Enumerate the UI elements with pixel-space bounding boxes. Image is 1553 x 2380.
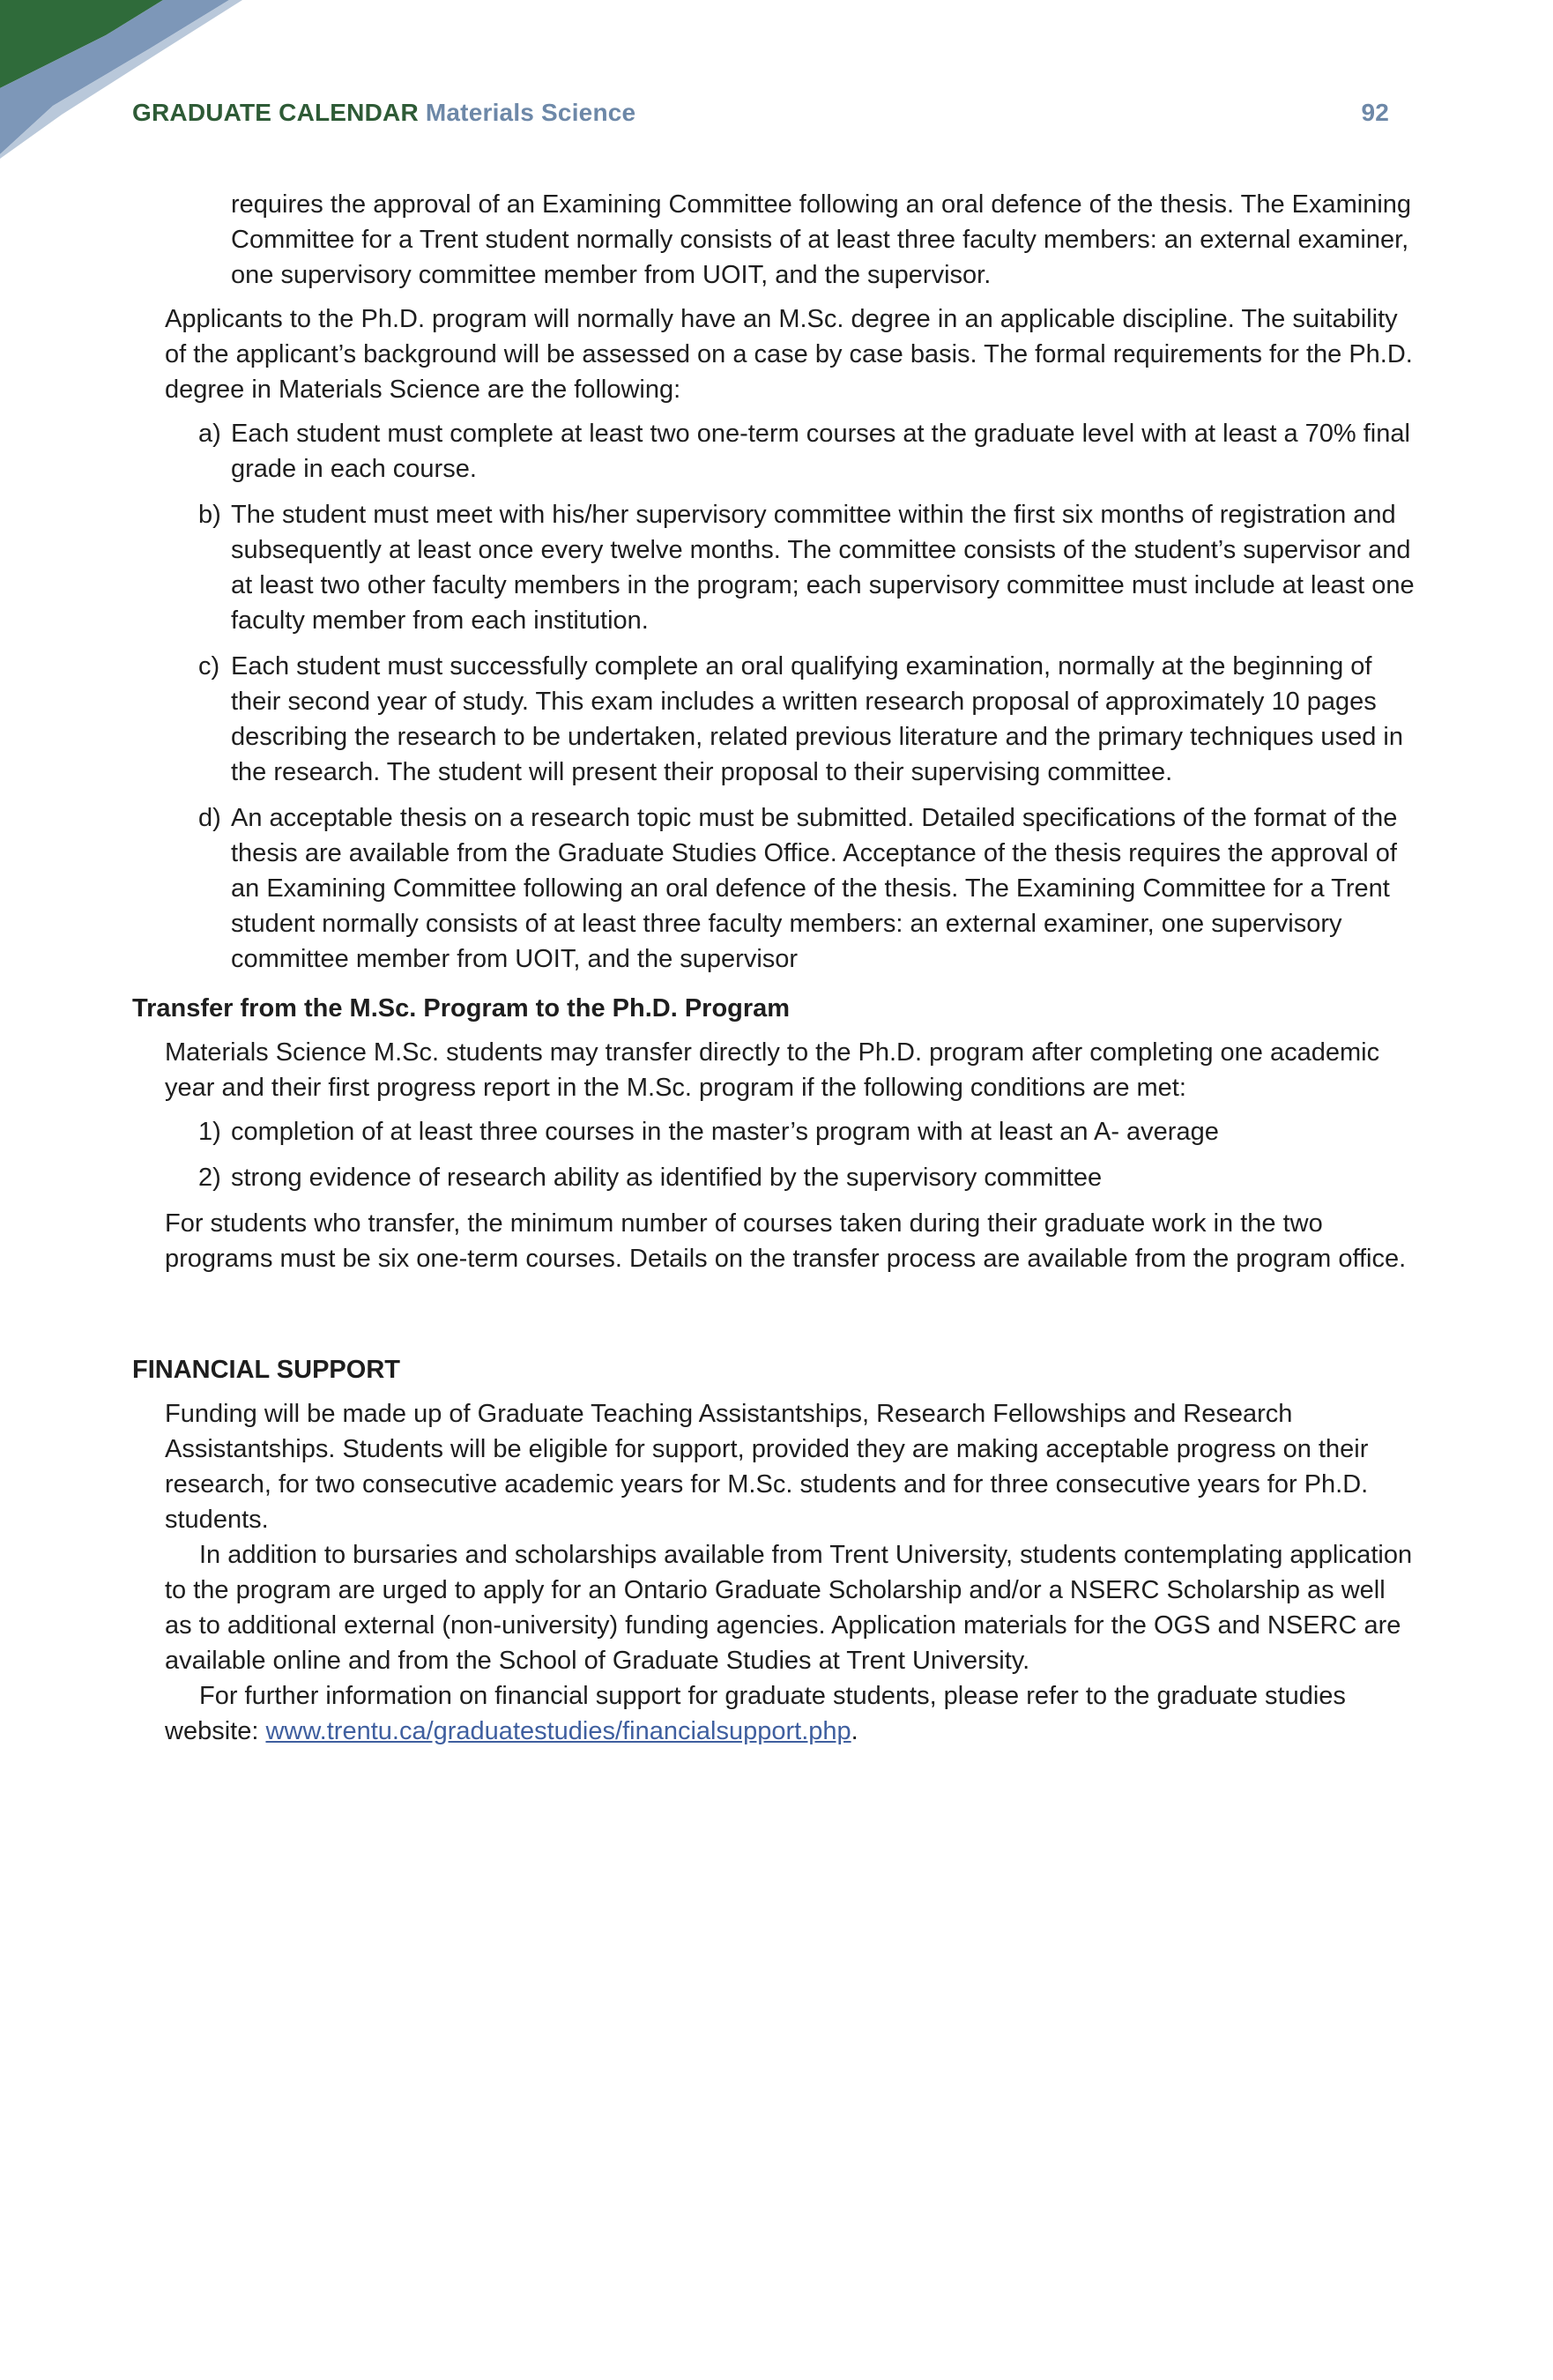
list-item-text: completion of at least three courses in the master’s program with at least an A- average [231,1118,1219,1146]
list-item [132,1160,1419,1195]
list-marker: c) [198,652,220,681]
page-header [132,99,1389,127]
list-item-text: Each student must complete at least two one-term courses at the graduate level with at least a 70% final grade in each course. [231,420,1410,483]
list-item [132,800,1419,977]
list-item-text: An acceptable thesis on a research topic must be submitted. Detailed specifications of the format of the thesis are available from the Graduate Studies Office. Acceptance of the thesis requires the approval of an Examining Committee following an oral defence of the thesis. The Examining Committee for a Trent student normally consists of at least three faculty members: an external examiner, one supervisory committee member from UOIT, and the supervisor [231,804,1398,973]
financial-support-heading: FINANCIAL SUPPORT [132,1356,400,1384]
financial-paragraph-3-suffix: . [851,1717,858,1745]
list-item [132,1114,1419,1149]
corner-decoration [0,0,247,159]
continuation-paragraph: requires the approval of an Examining Committee following an oral defence of the thesis. The Examining Committee for a Trent student normally consists of at least three faculty members: an external examiner, one supervisory committee member from UOIT, and the supervisor. [231,190,1412,289]
list-marker: 1) [198,1118,221,1146]
list-marker: a) [198,420,221,448]
section-spacer [132,1285,1419,1338]
list-marker: 2) [198,1164,221,1192]
financial-support-link[interactable]: www.trentu.ca/graduatestudies/financialsupport.php [265,1717,851,1745]
list-marker: d) [198,804,221,832]
list-item [132,649,1419,790]
financial-paragraph-3 [132,1678,1419,1749]
list-item-text: The student must meet with his/her supervisory committee within the first six months of registration and subsequently at least once every twelve months. The committee consists of the student’s supervisor and at least two other faculty members in the program; each supervisory committee must include at least one faculty member from each institution. [231,501,1415,635]
list-marker: b) [198,501,221,529]
list-item-text: Each student must successfully complete an oral qualifying examination, normally at the beginning of their second year of study. This exam includes a written research proposal of approximately 10 pages describing the research to be undertaken, related previous literature and the primary techniques used in the research. The student will present their proposal to their supervising committee. [231,652,1403,786]
header-subject: Materials Science [425,99,636,126]
financial-paragraph-1: Funding will be made up of Graduate Teaching Assistantships, Research Fellowships and Research Assistantships. Students will be eligible for support, provided they are making acceptable progress on their research, for two consecutive academic years for M.Sc. students and for three consecutive years for Ph.D. students. [165,1400,1369,1534]
list-item [132,497,1419,638]
header-calendar-title: GRADUATE CALENDAR [132,99,419,126]
transfer-closing-paragraph: For students who transfer, the minimum number of courses taken during their graduate work in the two programs must be six one-term courses. Details on the transfer process are available from the program office. [165,1209,1407,1273]
list-item [132,416,1419,487]
phd-intro-paragraph: Applicants to the Ph.D. program will normally have an M.Sc. degree in an applicable discipline. The suitability of the applicant’s background will be assessed on a case by case basis. The formal requirements for the Ph.D. degree in Materials Science are the following: [165,305,1413,404]
list-item-text: strong evidence of research ability as identified by the supervisory committee [231,1164,1103,1192]
transfer-heading: Transfer from the M.Sc. Program to the Ph.D. Program [132,994,791,1023]
financial-paragraph-2: In addition to bursaries and scholarships available from Trent University, students contemplating application to the program are urged to apply for an Ontario Graduate Scholarship and/or a NSERC Scholarship as well as to additional external (non-university) funding agencies. Application materials for the OGS and NSERC are available online and from the School of Graduate Studies at Trent University. [165,1541,1413,1675]
transfer-intro-paragraph: Materials Science M.Sc. students may transfer directly to the Ph.D. program after completing one academic year and their first progress report in the M.Sc. program if the following conditions are met: [165,1038,1380,1102]
page-number: 92 [1361,99,1389,126]
financial-paragraph-3-prefix: For further information on financial support for graduate students, please refer to the graduate studies website: [165,1682,1346,1745]
page-content [132,187,1419,1749]
